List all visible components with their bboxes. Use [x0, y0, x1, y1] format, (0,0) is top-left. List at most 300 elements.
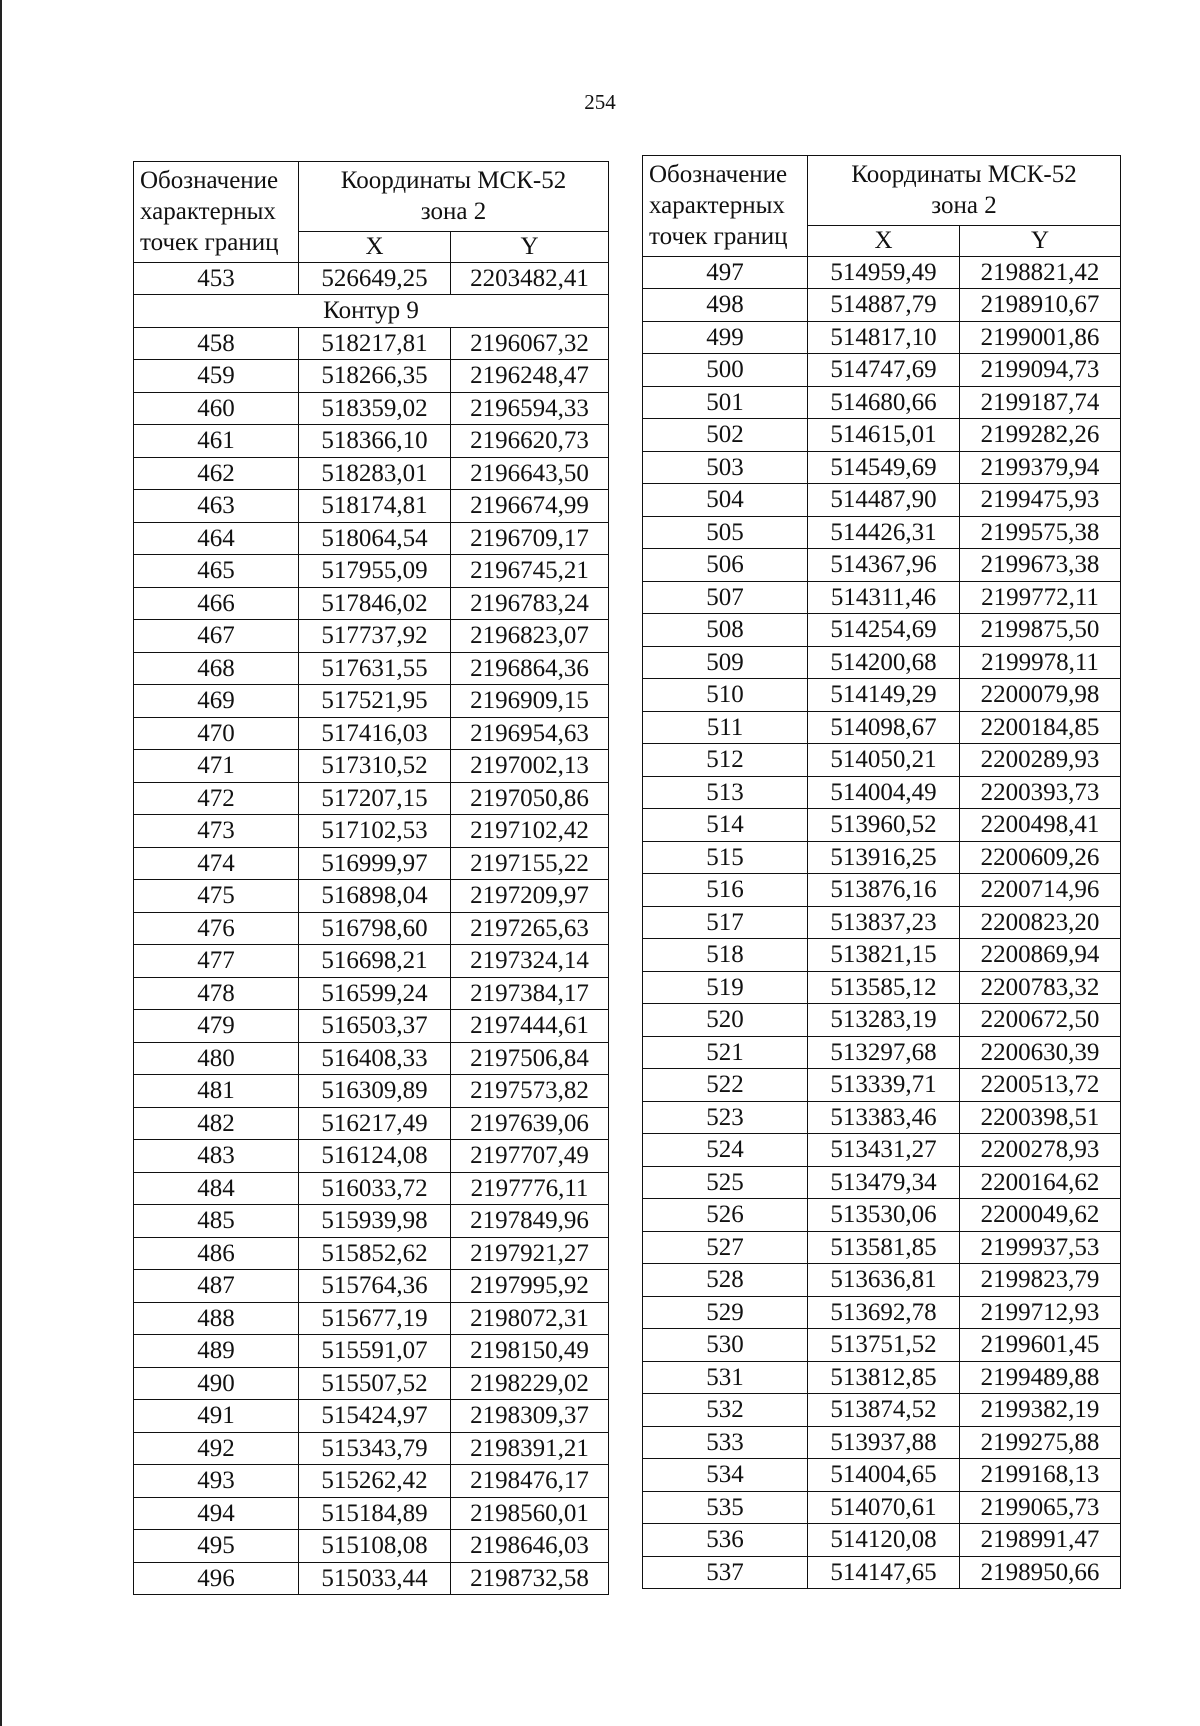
coord-x: 518064,54 — [299, 522, 451, 555]
coord-y: 2197573,82 — [451, 1075, 609, 1108]
coord-x: 516898,04 — [299, 880, 451, 913]
coord-y: 2197209,97 — [451, 880, 609, 913]
table-row — [134, 457, 609, 490]
point-id: 464 — [134, 522, 299, 555]
table-row — [643, 354, 1121, 387]
coord-x: 514487,90 — [808, 484, 960, 517]
table-row — [643, 386, 1121, 419]
point-id: 512 — [643, 744, 808, 777]
table-row — [134, 1237, 609, 1270]
point-id: 479 — [134, 1010, 299, 1043]
table-row — [643, 1426, 1121, 1459]
coord-x: 515184,89 — [299, 1497, 451, 1530]
point-id: 524 — [643, 1134, 808, 1167]
table-row — [643, 1296, 1121, 1329]
coord-y: 2197639,06 — [451, 1107, 609, 1140]
coord-x: 514149,29 — [808, 679, 960, 712]
point-id: 530 — [643, 1329, 808, 1362]
point-id: 531 — [643, 1361, 808, 1394]
point-id: 507 — [643, 581, 808, 614]
coord-y: 2200783,32 — [960, 971, 1121, 1004]
table-row — [643, 809, 1121, 842]
coord-x: 514254,69 — [808, 614, 960, 647]
coord-x: 518359,02 — [299, 392, 451, 425]
table-row — [643, 679, 1121, 712]
point-id: 517 — [643, 906, 808, 939]
coord-x: 516124,08 — [299, 1140, 451, 1173]
point-id: 500 — [643, 354, 808, 387]
table-row — [134, 490, 609, 523]
coord-y: 2199094,73 — [960, 354, 1121, 387]
coord-y: 2198072,31 — [451, 1302, 609, 1335]
point-id: 535 — [643, 1491, 808, 1524]
coord-y: 2197921,27 — [451, 1237, 609, 1270]
coord-y: 2200184,85 — [960, 711, 1121, 744]
coord-x: 514147,65 — [808, 1556, 960, 1589]
coord-x: 513297,68 — [808, 1036, 960, 1069]
coord-y: 2200278,93 — [960, 1134, 1121, 1167]
coord-y: 2199772,11 — [960, 581, 1121, 614]
table-row — [134, 1497, 609, 1530]
coord-y: 2199282,26 — [960, 419, 1121, 452]
table-row — [643, 1101, 1121, 1134]
table-row — [134, 1465, 609, 1498]
coord-y: 2200869,94 — [960, 939, 1121, 972]
coord-x: 526649,25 — [299, 262, 451, 295]
table-row — [643, 744, 1121, 777]
table-row — [643, 1556, 1121, 1589]
point-id: 458 — [134, 327, 299, 360]
table-row — [134, 912, 609, 945]
coord-x: 517310,52 — [299, 750, 451, 783]
coord-y: 2197776,11 — [451, 1172, 609, 1205]
table-row — [134, 945, 609, 978]
table-row — [134, 1400, 609, 1433]
table-row — [134, 425, 609, 458]
table-row — [643, 1524, 1121, 1557]
point-id: 491 — [134, 1400, 299, 1433]
point-id: 519 — [643, 971, 808, 1004]
coord-x: 516798,60 — [299, 912, 451, 945]
coord-x: 515343,79 — [299, 1432, 451, 1465]
point-id: 499 — [643, 321, 808, 354]
table-row — [134, 1205, 609, 1238]
table-row — [643, 939, 1121, 972]
coord-y: 2200289,93 — [960, 744, 1121, 777]
point-id: 463 — [134, 490, 299, 523]
point-id: 537 — [643, 1556, 808, 1589]
table-row — [134, 587, 609, 620]
table-header — [134, 162, 609, 263]
coord-x: 517416,03 — [299, 717, 451, 750]
point-id: 478 — [134, 977, 299, 1010]
table-row — [643, 419, 1121, 452]
table-row — [643, 1491, 1121, 1524]
coord-x: 517631,55 — [299, 652, 451, 685]
coord-x: 517521,95 — [299, 685, 451, 718]
coord-x: 518266,35 — [299, 360, 451, 393]
coord-x: 515939,98 — [299, 1205, 451, 1238]
point-id: 505 — [643, 516, 808, 549]
table-row — [643, 1264, 1121, 1297]
coord-y: 2200672,50 — [960, 1004, 1121, 1037]
coord-y: 2200164,62 — [960, 1166, 1121, 1199]
table-row — [134, 1302, 609, 1335]
coord-x: 516698,21 — [299, 945, 451, 978]
coord-y: 2199978,11 — [960, 646, 1121, 679]
coord-x: 513339,71 — [808, 1069, 960, 1102]
point-id: 508 — [643, 614, 808, 647]
point-id: 533 — [643, 1426, 808, 1459]
table-row — [134, 717, 609, 750]
coord-x: 514680,66 — [808, 386, 960, 419]
coord-x: 518283,01 — [299, 457, 451, 490]
coord-y: 2197995,92 — [451, 1270, 609, 1303]
table-row — [134, 1367, 609, 1400]
table-row — [643, 906, 1121, 939]
coord-y: 2198476,17 — [451, 1465, 609, 1498]
point-id: 526 — [643, 1199, 808, 1232]
header-point-label: Обозначение характерных точек границ — [134, 162, 299, 263]
table-row — [134, 620, 609, 653]
coord-y: 2196709,17 — [451, 522, 609, 555]
coord-y: 2199168,13 — [960, 1459, 1121, 1492]
point-id: 496 — [134, 1562, 299, 1595]
point-id: 510 — [643, 679, 808, 712]
coord-x: 515591,07 — [299, 1335, 451, 1368]
point-id: 528 — [643, 1264, 808, 1297]
table-row — [643, 549, 1121, 582]
table-row — [643, 1036, 1121, 1069]
coord-x: 517207,15 — [299, 782, 451, 815]
coord-x: 517955,09 — [299, 555, 451, 588]
coord-y: 2196594,33 — [451, 392, 609, 425]
coord-y: 2200498,41 — [960, 809, 1121, 842]
coord-y: 2196954,63 — [451, 717, 609, 750]
header-y: Y — [451, 231, 609, 262]
coord-y: 2196643,50 — [451, 457, 609, 490]
point-id: 472 — [134, 782, 299, 815]
table-row — [643, 256, 1121, 289]
coord-y: 2198991,47 — [960, 1524, 1121, 1557]
point-id: 467 — [134, 620, 299, 653]
coord-y: 2199187,74 — [960, 386, 1121, 419]
coord-y: 2200609,26 — [960, 841, 1121, 874]
coord-y: 2199001,86 — [960, 321, 1121, 354]
table-row — [134, 1107, 609, 1140]
table-row — [643, 1166, 1121, 1199]
coord-x: 515507,52 — [299, 1367, 451, 1400]
table-row — [134, 815, 609, 848]
coord-x: 514426,31 — [808, 516, 960, 549]
table-row — [643, 1231, 1121, 1264]
point-id: 489 — [134, 1335, 299, 1368]
table-row — [134, 847, 609, 880]
coord-y: 2196823,07 — [451, 620, 609, 653]
coord-y: 2196745,21 — [451, 555, 609, 588]
coord-x: 514050,21 — [808, 744, 960, 777]
coord-y: 2197384,17 — [451, 977, 609, 1010]
coord-y: 2199475,93 — [960, 484, 1121, 517]
header-point-label: Обозначение характерных точек границ — [643, 156, 808, 257]
point-id: 459 — [134, 360, 299, 393]
coord-y: 2198309,37 — [451, 1400, 609, 1433]
coord-y: 2199575,38 — [960, 516, 1121, 549]
coord-x: 515764,36 — [299, 1270, 451, 1303]
point-id: 453 — [134, 262, 299, 295]
table-row — [134, 1530, 609, 1563]
table-row — [134, 522, 609, 555]
coord-y: 2200398,51 — [960, 1101, 1121, 1134]
coordinates-table-left — [133, 161, 609, 1595]
table-row — [134, 1075, 609, 1108]
point-id: 509 — [643, 646, 808, 679]
point-id: 522 — [643, 1069, 808, 1102]
point-id: 483 — [134, 1140, 299, 1173]
coord-y: 2196783,24 — [451, 587, 609, 620]
coord-y: 2197102,42 — [451, 815, 609, 848]
table-row — [134, 1432, 609, 1465]
coord-y: 2199712,93 — [960, 1296, 1121, 1329]
table-row — [134, 262, 609, 295]
point-id: 506 — [643, 549, 808, 582]
coord-x: 514004,49 — [808, 776, 960, 809]
coord-x: 514004,65 — [808, 1459, 960, 1492]
coord-y: 2200079,98 — [960, 679, 1121, 712]
coord-y: 2200714,96 — [960, 874, 1121, 907]
point-id: 461 — [134, 425, 299, 458]
coord-y: 2199065,73 — [960, 1491, 1121, 1524]
coord-x: 518366,10 — [299, 425, 451, 458]
coord-y: 2200049,62 — [960, 1199, 1121, 1232]
coord-x: 517846,02 — [299, 587, 451, 620]
coord-x: 514200,68 — [808, 646, 960, 679]
point-id: 487 — [134, 1270, 299, 1303]
table-row — [643, 516, 1121, 549]
point-id: 476 — [134, 912, 299, 945]
table-row — [134, 555, 609, 588]
coord-y: 2199379,94 — [960, 451, 1121, 484]
table-header — [643, 156, 1121, 257]
coord-x: 513960,52 — [808, 809, 960, 842]
point-id: 486 — [134, 1237, 299, 1270]
point-id: 484 — [134, 1172, 299, 1205]
point-id: 504 — [643, 484, 808, 517]
coord-x: 516503,37 — [299, 1010, 451, 1043]
table-row — [134, 1562, 609, 1595]
page-number: 254 — [584, 90, 616, 114]
coord-x: 515033,44 — [299, 1562, 451, 1595]
header-y: Y — [960, 225, 1121, 256]
header-x: X — [808, 225, 960, 256]
table-row — [643, 614, 1121, 647]
table-row — [643, 321, 1121, 354]
coord-y: 2197155,22 — [451, 847, 609, 880]
coord-y: 2200823,20 — [960, 906, 1121, 939]
table-row — [643, 581, 1121, 614]
point-id: 498 — [643, 289, 808, 322]
coord-x: 513821,15 — [808, 939, 960, 972]
table-row — [643, 874, 1121, 907]
table-row — [134, 1010, 609, 1043]
table-row — [643, 1329, 1121, 1362]
point-id: 488 — [134, 1302, 299, 1335]
point-id: 462 — [134, 457, 299, 490]
point-id: 534 — [643, 1459, 808, 1492]
coord-x: 513751,52 — [808, 1329, 960, 1362]
table-row — [134, 327, 609, 360]
point-id: 525 — [643, 1166, 808, 1199]
point-id: 514 — [643, 809, 808, 842]
coord-y: 2200393,73 — [960, 776, 1121, 809]
coord-x: 517737,92 — [299, 620, 451, 653]
point-id: 460 — [134, 392, 299, 425]
table-row — [643, 1459, 1121, 1492]
point-id: 480 — [134, 1042, 299, 1075]
table-row — [134, 880, 609, 913]
coord-x: 513636,81 — [808, 1264, 960, 1297]
point-id: 495 — [134, 1530, 299, 1563]
coord-y: 2199673,38 — [960, 549, 1121, 582]
coord-y: 2198391,21 — [451, 1432, 609, 1465]
table-row — [134, 1042, 609, 1075]
coord-y: 2197050,86 — [451, 782, 609, 815]
coord-x: 513530,06 — [808, 1199, 960, 1232]
coord-x: 513937,88 — [808, 1426, 960, 1459]
header-coordinates: Координаты МСК-52 зона 2 — [299, 162, 609, 232]
coord-x: 514959,49 — [808, 256, 960, 289]
point-id: 529 — [643, 1296, 808, 1329]
point-id: 493 — [134, 1465, 299, 1498]
coord-y: 2198560,01 — [451, 1497, 609, 1530]
coord-y: 2199489,88 — [960, 1361, 1121, 1394]
coord-x: 514615,01 — [808, 419, 960, 452]
coord-y: 2196248,47 — [451, 360, 609, 393]
coord-x: 514887,79 — [808, 289, 960, 322]
coordinates-table-right — [642, 155, 1121, 1589]
coord-y: 2196620,73 — [451, 425, 609, 458]
point-id: 481 — [134, 1075, 299, 1108]
table-row — [643, 971, 1121, 1004]
coord-x: 514747,69 — [808, 354, 960, 387]
point-id: 468 — [134, 652, 299, 685]
coord-x: 513283,19 — [808, 1004, 960, 1037]
coord-y: 2199275,88 — [960, 1426, 1121, 1459]
table-row — [134, 1335, 609, 1368]
table-row — [134, 750, 609, 783]
point-id: 485 — [134, 1205, 299, 1238]
coord-x: 513837,23 — [808, 906, 960, 939]
coord-x: 513692,78 — [808, 1296, 960, 1329]
coord-x: 514549,69 — [808, 451, 960, 484]
table-row — [134, 977, 609, 1010]
point-id: 492 — [134, 1432, 299, 1465]
coord-y: 2197506,84 — [451, 1042, 609, 1075]
point-id: 523 — [643, 1101, 808, 1134]
table-row — [643, 289, 1121, 322]
coord-x: 518174,81 — [299, 490, 451, 523]
coord-x: 514817,10 — [808, 321, 960, 354]
table-row — [643, 776, 1121, 809]
coord-x: 517102,53 — [299, 815, 451, 848]
coord-x: 516999,97 — [299, 847, 451, 880]
coord-y: 2198950,66 — [960, 1556, 1121, 1589]
point-id: 474 — [134, 847, 299, 880]
coord-y: 2197324,14 — [451, 945, 609, 978]
table-row — [643, 1199, 1121, 1232]
point-id: 470 — [134, 717, 299, 750]
coord-x: 514120,08 — [808, 1524, 960, 1557]
coord-y: 2199823,79 — [960, 1264, 1121, 1297]
table-row — [643, 484, 1121, 517]
coord-x: 513876,16 — [808, 874, 960, 907]
table-row — [643, 1394, 1121, 1427]
table-row — [643, 646, 1121, 679]
contour-label: Контур 9 — [134, 295, 609, 328]
point-id: 494 — [134, 1497, 299, 1530]
point-id: 520 — [643, 1004, 808, 1037]
coord-y: 2200630,39 — [960, 1036, 1121, 1069]
table-row — [643, 1134, 1121, 1167]
coord-y: 2199601,45 — [960, 1329, 1121, 1362]
point-id: 466 — [134, 587, 299, 620]
table-row — [134, 685, 609, 718]
coord-y: 2197265,63 — [451, 912, 609, 945]
coord-y: 2199382,19 — [960, 1394, 1121, 1427]
table-row — [643, 1004, 1121, 1037]
coord-y: 2196674,99 — [451, 490, 609, 523]
point-id: 497 — [643, 256, 808, 289]
coord-x: 518217,81 — [299, 327, 451, 360]
point-id: 503 — [643, 451, 808, 484]
coord-y: 2196864,36 — [451, 652, 609, 685]
point-id: 471 — [134, 750, 299, 783]
coord-x: 513812,85 — [808, 1361, 960, 1394]
coord-x: 515424,97 — [299, 1400, 451, 1433]
table-row — [134, 392, 609, 425]
table-row — [134, 1172, 609, 1205]
coord-x: 515852,62 — [299, 1237, 451, 1270]
point-id: 521 — [643, 1036, 808, 1069]
coord-x: 516309,89 — [299, 1075, 451, 1108]
coord-y: 2196909,15 — [451, 685, 609, 718]
point-id: 532 — [643, 1394, 808, 1427]
coord-x: 515108,08 — [299, 1530, 451, 1563]
coord-x: 514098,67 — [808, 711, 960, 744]
coord-y: 2198821,42 — [960, 256, 1121, 289]
table-row — [134, 360, 609, 393]
table-row — [134, 1140, 609, 1173]
contour-row — [134, 295, 609, 328]
coord-x: 513916,25 — [808, 841, 960, 874]
table-row — [643, 1361, 1121, 1394]
table-row — [134, 652, 609, 685]
coord-y: 2198910,67 — [960, 289, 1121, 322]
coord-y: 2196067,32 — [451, 327, 609, 360]
point-id: 513 — [643, 776, 808, 809]
coord-x: 513431,27 — [808, 1134, 960, 1167]
point-id: 469 — [134, 685, 299, 718]
coord-x: 513581,85 — [808, 1231, 960, 1264]
coord-x: 516033,72 — [299, 1172, 451, 1205]
coord-x: 516599,24 — [299, 977, 451, 1010]
coord-x: 513874,52 — [808, 1394, 960, 1427]
coord-y: 2197849,96 — [451, 1205, 609, 1238]
point-id: 465 — [134, 555, 299, 588]
coord-y: 2200513,72 — [960, 1069, 1121, 1102]
header-x: X — [299, 231, 451, 262]
coord-x: 515262,42 — [299, 1465, 451, 1498]
